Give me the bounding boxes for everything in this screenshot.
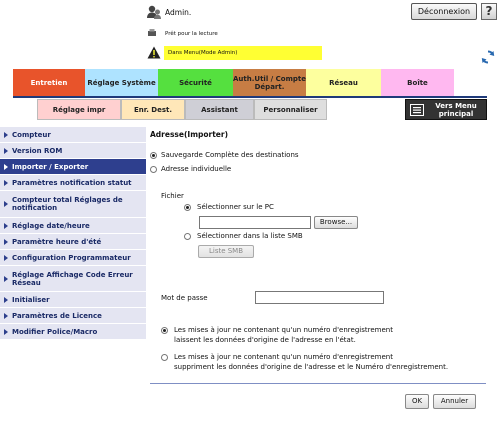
tab-entretien[interactable]: Entretien — [13, 69, 85, 96]
tab-securite[interactable]: Sécurité — [158, 69, 233, 96]
tab-assistant[interactable]: Assistant — [185, 99, 254, 120]
sidebar-item-compteur[interactable]: Compteur — [0, 127, 146, 143]
password-field[interactable] — [255, 291, 384, 304]
tab-auth-compte[interactable]: Auth.Util / Compte Départ. — [233, 69, 306, 96]
sidebar-item-heure-ete[interactable]: Paramètre heure d'été — [0, 234, 146, 250]
radio-select-pc-label: Sélectionner sur le PC — [197, 203, 274, 211]
sidebar-item-importer-exporter[interactable]: Importer / Exporter — [0, 159, 146, 175]
sidebar-item-code-erreur[interactable]: Réglage Affichage Code Erreur Réseau — [0, 266, 146, 292]
delete-original-line2: suppriment les données d'origine de l'adresse et le Numéro d'enregistrement. — [174, 363, 449, 371]
tab-boite[interactable]: Boîte — [381, 69, 454, 96]
radio-delete-original[interactable] — [161, 354, 168, 361]
help-button[interactable]: ? — [481, 3, 497, 20]
delete-original-line1: Les mises à jour ne contenant qu'un numéro d'enregistrement — [174, 353, 393, 361]
radio-full-backup[interactable] — [150, 152, 157, 159]
ok-button[interactable]: OK — [405, 394, 429, 409]
smb-list-button[interactable]: Liste SMB — [198, 245, 254, 258]
tab-strip-divider — [13, 96, 487, 98]
printer-ready-icon — [147, 28, 157, 38]
tab-reseau[interactable]: Réseau — [306, 69, 381, 96]
radio-select-smb-label: Sélectionner dans la liste SMB — [197, 232, 303, 240]
sidebar-item-notification-statut[interactable]: Paramètres notification statut — [0, 175, 146, 191]
radio-keep-original[interactable] — [161, 327, 168, 334]
keep-original-line2: laissent les données d'origine de l'adresse en l'état. — [174, 336, 356, 344]
radio-select-pc[interactable] — [184, 204, 191, 211]
main-menu-button[interactable] — [405, 99, 487, 120]
warning-icon — [147, 46, 161, 59]
radio-full-backup-label: Sauvegarde Complète des destinations — [161, 151, 299, 159]
tab-enr-dest[interactable]: Enr. Dest. — [121, 99, 185, 120]
keep-original-line1: Les mises à jour ne contenant qu'un numéro d'enregistrement — [174, 326, 393, 334]
status-text: Prêt pour la lecture — [165, 31, 218, 37]
footer-divider — [150, 383, 486, 384]
page-title: Adresse(Importer) — [150, 130, 229, 139]
logout-button[interactable]: Déconnexion — [411, 3, 477, 20]
password-label: Mot de passe — [161, 294, 208, 302]
file-path-field[interactable] — [199, 216, 311, 229]
tab-reglage-systeme[interactable]: Réglage Système — [85, 69, 158, 96]
radio-individual[interactable] — [150, 166, 157, 173]
file-section-label: Fichier — [161, 192, 184, 200]
mode-banner: Dans Menu(Mode Admin) — [164, 46, 322, 60]
tab-personnaliser[interactable]: Personnaliser — [254, 99, 327, 120]
refresh-icon[interactable] — [480, 49, 496, 65]
sidebar-item-compteur-total[interactable]: Compteur total Réglages de notification — [0, 191, 146, 218]
browse-button[interactable]: Browse... — [314, 216, 358, 229]
sidebar-item-licence[interactable]: Paramètres de Licence — [0, 308, 146, 324]
admin-user-icon — [146, 4, 162, 20]
sidebar-item-version-rom[interactable]: Version ROM — [0, 143, 146, 159]
user-label: Admin. — [165, 8, 192, 17]
sidebar-item-date-heure[interactable]: Réglage date/heure — [0, 218, 146, 234]
sidebar-item-police-macro[interactable]: Modifier Police/Macro — [0, 324, 146, 340]
radio-individual-label: Adresse individuelle — [161, 165, 232, 173]
sidebar-item-initialiser[interactable]: Initialiser — [0, 292, 146, 308]
sidebar-item-programmateur[interactable]: Configuration Programmateur — [0, 250, 146, 266]
radio-select-smb[interactable] — [184, 233, 191, 240]
tab-reglage-impr[interactable]: Réglage impr — [37, 99, 121, 120]
menu-icon — [410, 104, 424, 116]
cancel-button[interactable]: Annuler — [433, 394, 476, 409]
main-menu-label: Vers Menu principal — [435, 102, 477, 118]
